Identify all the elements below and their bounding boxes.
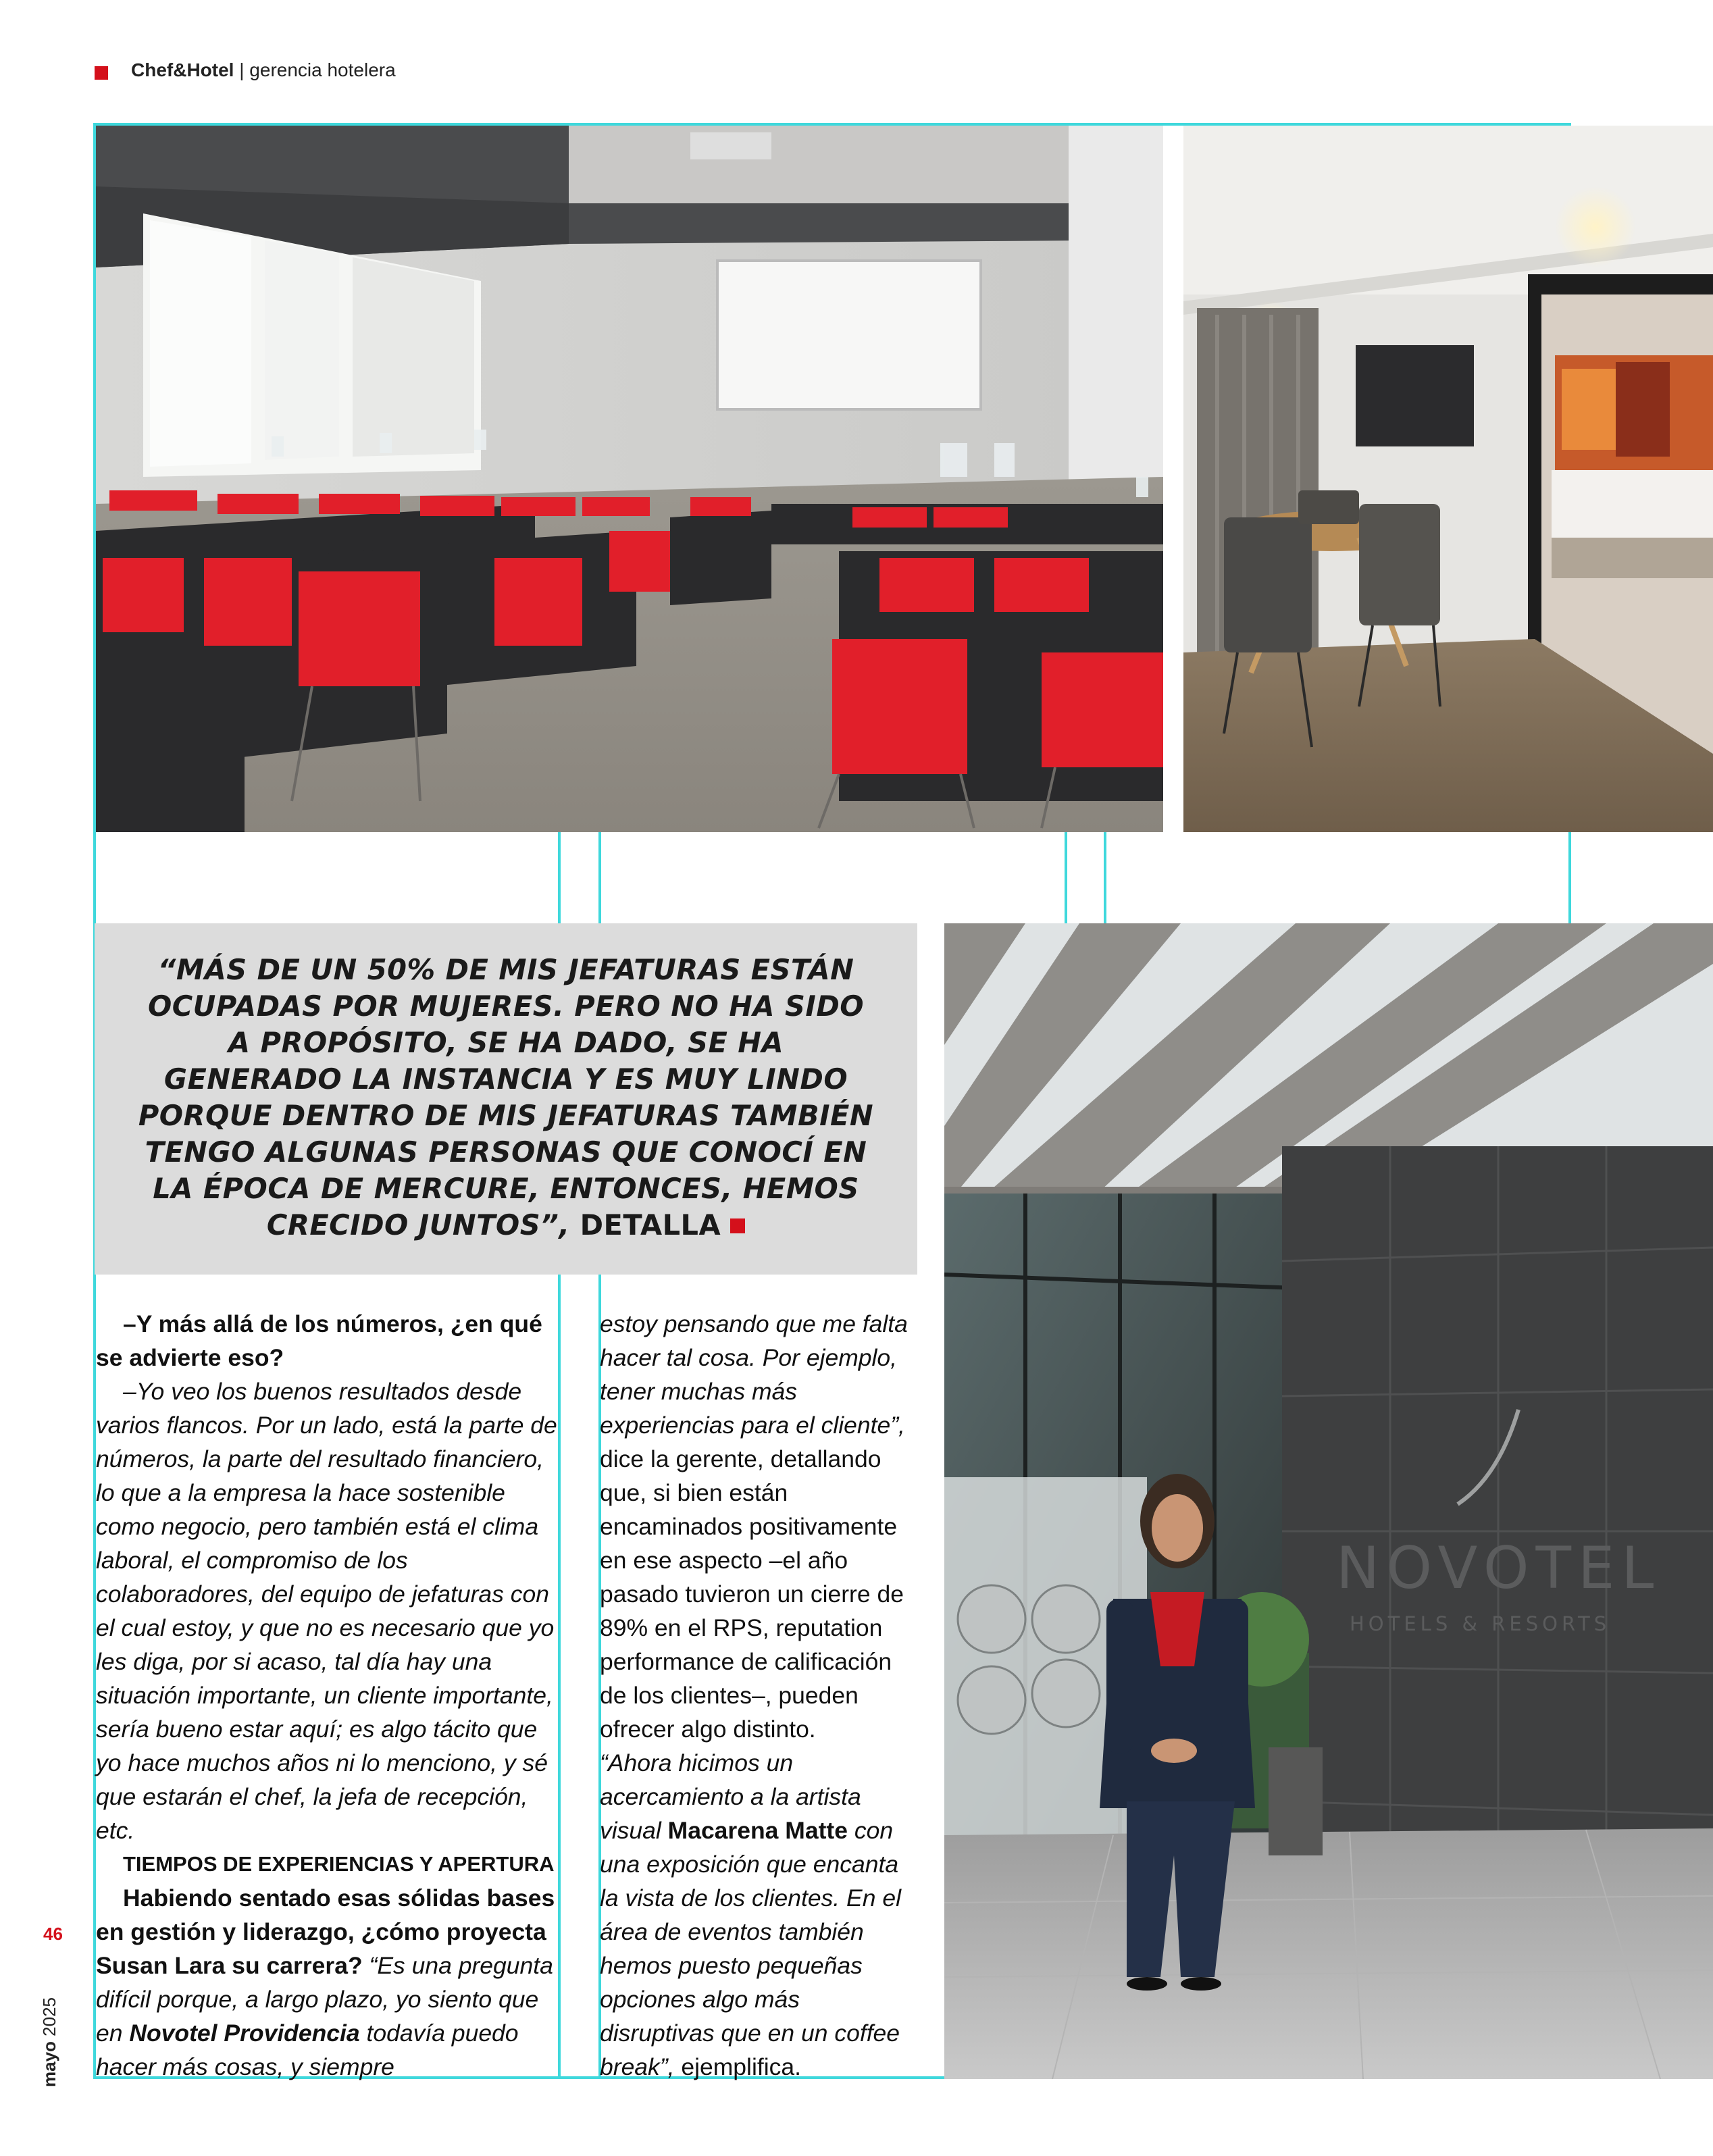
column-2-paragraph-1 bbox=[600, 1307, 917, 1746]
artist-name: Macarena Matte bbox=[667, 1817, 848, 1844]
guide-b bbox=[1104, 832, 1106, 924]
hotel-suite-photo bbox=[1183, 126, 1713, 832]
interview-question: –Y más allá de los números, ¿en qué se advierte eso? bbox=[96, 1310, 542, 1371]
header-separator: | bbox=[239, 59, 245, 80]
running-header bbox=[131, 59, 396, 81]
quote-2-start: “Ahora hicimos un acercamiento a la artista visual bbox=[600, 1749, 861, 1844]
issue-year: 2025 bbox=[39, 1997, 59, 2036]
answer-2-start: “Es una pregunta difícil porque, a largo plazo, yo siento que en bbox=[96, 1952, 553, 2047]
quote-continuation: estoy pensando que me falta hacer tal cosa. Por ejemplo, tener muchas más experiencias para el cliente”, bbox=[600, 1310, 908, 1439]
conference-room-photo bbox=[96, 126, 1163, 832]
article-column-1 bbox=[96, 1307, 561, 2084]
page-number: 46 bbox=[43, 1924, 63, 1944]
narration: dice la gerente, detallando que, si bien están encaminados positivamente en ese aspecto –el año pasado tuvieron un cierre de 89% en el RPS, reputation performance de calificación de los clientes–, pueden ofrecer algo distinto. bbox=[600, 1445, 904, 1743]
novotel-sign-sub: HOTELS & RESORTS bbox=[1350, 1612, 1611, 1635]
column-2-paragraph-2 bbox=[600, 1746, 917, 2084]
quote-2-rest: con una exposición que encanta la vista de los clientes. En el área de eventos también hemos puesto pequeñas opciones algo más disruptivas que en un coffee break”, bbox=[600, 1817, 901, 2080]
header-red-square bbox=[95, 66, 108, 80]
interview-question-2: Habiendo sentado esas sólidas bases en gestión y liderazgo, ¿cómo proyecta Susan Lara su carrera? bbox=[96, 1884, 555, 1979]
pull-quote-attribution: DETALLA bbox=[580, 1208, 721, 1241]
pull-quote-text: “MÁS DE UN 50% DE MIS JEFATURAS ESTÁN OCUPADAS POR MUJERES. PERO NO HA SIDO A PROPÓSITO, SE HA DADO, SE HA GENERADO LA INSTANCIA Y ES MUY LINDO PORQUE DENTRO DE MIS JEFATURAS TAMBIÉN TENGO ALGUNAS PERSONAS QUE CONOCÍ EN LA ÉPOCA DE MERCURE, ENTONCES, HEMOS CRECIDO JUNTOS”, bbox=[138, 953, 874, 1241]
section-name: gerencia hotelera bbox=[249, 59, 396, 80]
novotel-sign: NOVOTEL bbox=[1336, 1535, 1661, 1602]
guide-a bbox=[1065, 832, 1067, 924]
article-column-2 bbox=[600, 1307, 917, 2084]
magazine-name: Chef&Hotel bbox=[131, 59, 234, 80]
interview-paragraph bbox=[96, 1881, 561, 2084]
section-subtitle: TIEMPOS DE EXPERIENCIAS Y APERTURA bbox=[123, 1852, 555, 1876]
answer-2-end: todavía puedo hacer más cosas, y siempre bbox=[96, 2020, 519, 2080]
issue-month: mayo bbox=[39, 2041, 59, 2087]
end-mark-square bbox=[730, 1218, 745, 1233]
interview-answer: –Yo veo los buenos resultados desde varios flancos. Por un lado, está la parte de números, la parte del resultado financiero, lo que a la empresa la hace sostenible como negocio, pero también está el clima laboral, el compromiso de los colaboradores, del equipo de jefaturas con el cual estoy, y que no es necesario que yo les diga, por si acaso, tal día hay una situación importante, un cliente importante, sería bueno estar aquí; es algo tácito que yo hace muchos años ni lo menciono, y sé que estarán el chef, la jefa de recepción, etc. bbox=[96, 1378, 557, 1844]
pull-quote bbox=[135, 952, 877, 1243]
quote-2-end: ejemplifica. bbox=[674, 2053, 801, 2080]
guide-c bbox=[1568, 832, 1571, 924]
novotel-entrance-photo bbox=[944, 923, 1713, 2079]
pull-quote-box bbox=[95, 923, 917, 1275]
issue-date bbox=[39, 1997, 60, 2087]
hotel-name: Novotel Providencia bbox=[129, 2020, 360, 2047]
